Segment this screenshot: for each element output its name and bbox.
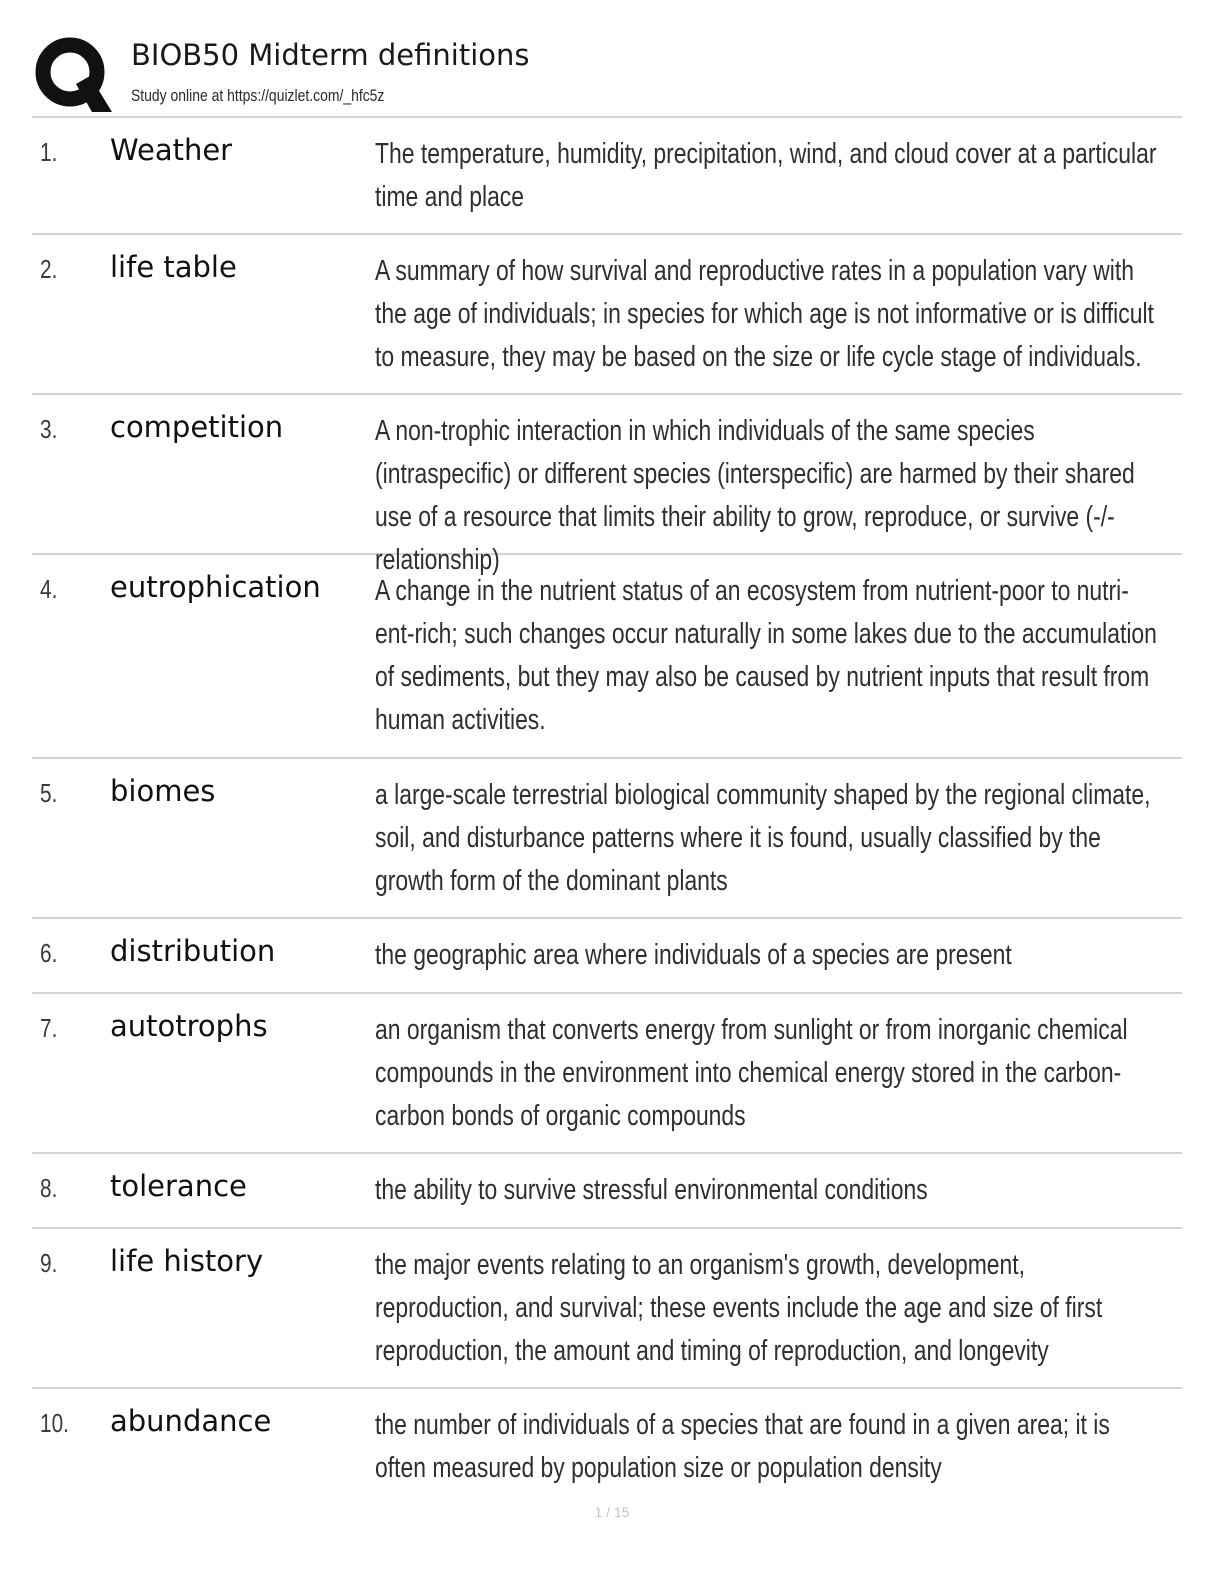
study-online-link[interactable]: Study online at https://quizlet.com/_hfc5z — [131, 86, 385, 105]
term: life history — [110, 1244, 264, 1278]
definition: a large-scale terrestrial biological community shaped by the regional climate, soil, and disturbance patterns where it is found, usually classified by the growth form of the dominant plants — [375, 779, 1151, 897]
list-item — [32, 919, 1182, 994]
item-number: 10. — [40, 1408, 69, 1438]
quizlet-q-logo-icon — [32, 34, 112, 114]
list-item — [32, 1389, 1182, 1505]
page-number: 1 / 15 — [594, 1504, 630, 1520]
item-number: 8. — [40, 1173, 58, 1203]
term: eutrophication — [110, 570, 321, 604]
definition: A change in the nutrient status of an ecosystem from nutrient-poor to nutri- ent-rich; such changes occur naturally in some lakes due to the accumulation of sediments, but they may also be caused by nutrient inputs that result from human activities. — [375, 575, 1157, 736]
list-item — [32, 1229, 1182, 1389]
item-number: 7. — [40, 1013, 58, 1043]
term: abundance — [110, 1404, 272, 1438]
definition: A summary of how survival and reproductive rates in a population vary with the age of individuals; in species for which age is not informative or is difficult to measure, they may be based on the size or life cycle stage of individuals. — [375, 255, 1154, 373]
document-title: BIOB50 Midterm definitions — [131, 38, 530, 72]
list-item — [32, 759, 1182, 919]
term: competition — [110, 410, 284, 444]
definition: the number of individuals of a species that are found in a given area; it is often measured by population size or population density — [375, 1409, 1110, 1484]
list-item — [32, 395, 1182, 576]
definition: an organism that converts energy from sunlight or from inorganic chemical compounds in the environment into chemical energy stored in the carbon-carbon bonds of organic compounds — [375, 1014, 1128, 1132]
term: autotrophs — [110, 1009, 268, 1043]
term: life table — [110, 250, 237, 284]
list-item — [32, 235, 1182, 395]
term: biomes — [110, 774, 216, 808]
list-item — [32, 118, 1182, 235]
list-item — [32, 1154, 1182, 1229]
item-number: 3. — [40, 414, 58, 444]
definition: the major events relating to an organism's growth, development, reproduction, and survival; these events include the age and size of first reproduction, the amount and timing of reproduction, and longevity — [375, 1249, 1103, 1367]
list-item — [32, 994, 1182, 1154]
item-number: 9. — [40, 1248, 58, 1278]
definition: the ability to survive stressful environmental conditions — [375, 1174, 928, 1206]
item-number: 1. — [40, 137, 58, 167]
term: Weather — [110, 133, 233, 167]
definition: A non-trophic interaction in which individuals of the same species (intraspecific) or different species (interspecific) are harmed by their shared use of a resource that limits their ability to grow, reproduce, or survive (-/- relationship) — [375, 415, 1135, 576]
list-item — [32, 555, 1182, 759]
definitions-list — [32, 118, 1182, 1505]
term: tolerance — [110, 1169, 247, 1203]
item-number: 5. — [40, 778, 58, 808]
item-number: 6. — [40, 938, 58, 968]
definition: the geographic area where individuals of a species are present — [375, 939, 1012, 971]
document-header — [32, 30, 1182, 116]
item-number: 2. — [40, 254, 58, 284]
item-number: 4. — [40, 574, 58, 604]
term: distribution — [110, 934, 276, 968]
definition: The temperature, humidity, precipitation, wind, and cloud cover at a particular time and place — [375, 138, 1157, 213]
